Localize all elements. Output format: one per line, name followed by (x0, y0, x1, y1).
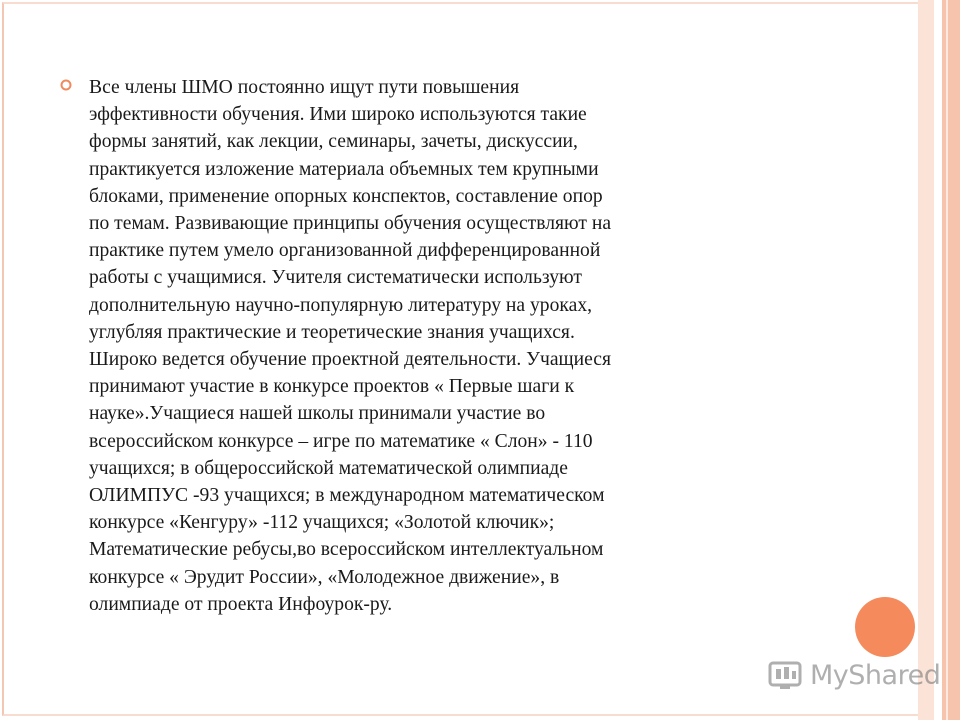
right-decorative-band-dark (942, 0, 960, 720)
right-decorative-band-line (946, 0, 948, 720)
watermark-text: MyShared (810, 659, 941, 691)
right-decorative-band-light (918, 0, 934, 720)
right-decorative-band-gap (934, 0, 942, 720)
decorative-orange-circle (855, 597, 915, 657)
myshared-logo-icon (766, 657, 806, 693)
watermark (766, 655, 940, 695)
slide-body-text: Все члены ШМО постоянно ищут пути повышения эффективности обучения. Ими широко используются такие формы занятий, как лекции, семинары, зачеты, дискуссии, практикуется изложение материала объемных тем крупными блоками, применение опорных конспектов, составление опор по темам. Развивающие принципы обучения осуществляют на практике путем умело организованной дифференцированной работы с учащимися. Учителя систематически используют дополнительную научно-популярную литературу на уроках, углубляя практические и теоретические знания учащихся. Широко ведется обучение проектной деятельности. Учащиеся принимают участие в конкурсе проектов « Первые шаги к науке».Учащиеся нашей школы принимали участие во всероссийском конкурсе – игре по математике « Слон» - 110 учащихся; в общероссийской математической олимпиаде ОЛИМПУС -93 учащихся; в международном математическом конкурсе «Кенгуру» -112 учащихся; «Золотой ключик»; Математические ребусы,во всероссийском интеллектуальном конкурсе « Эрудит России», «Молодежное движение», в олимпиаде от проекта Инфоурок-ру. (89, 77, 612, 615)
ring-bullet-icon (59, 78, 73, 92)
